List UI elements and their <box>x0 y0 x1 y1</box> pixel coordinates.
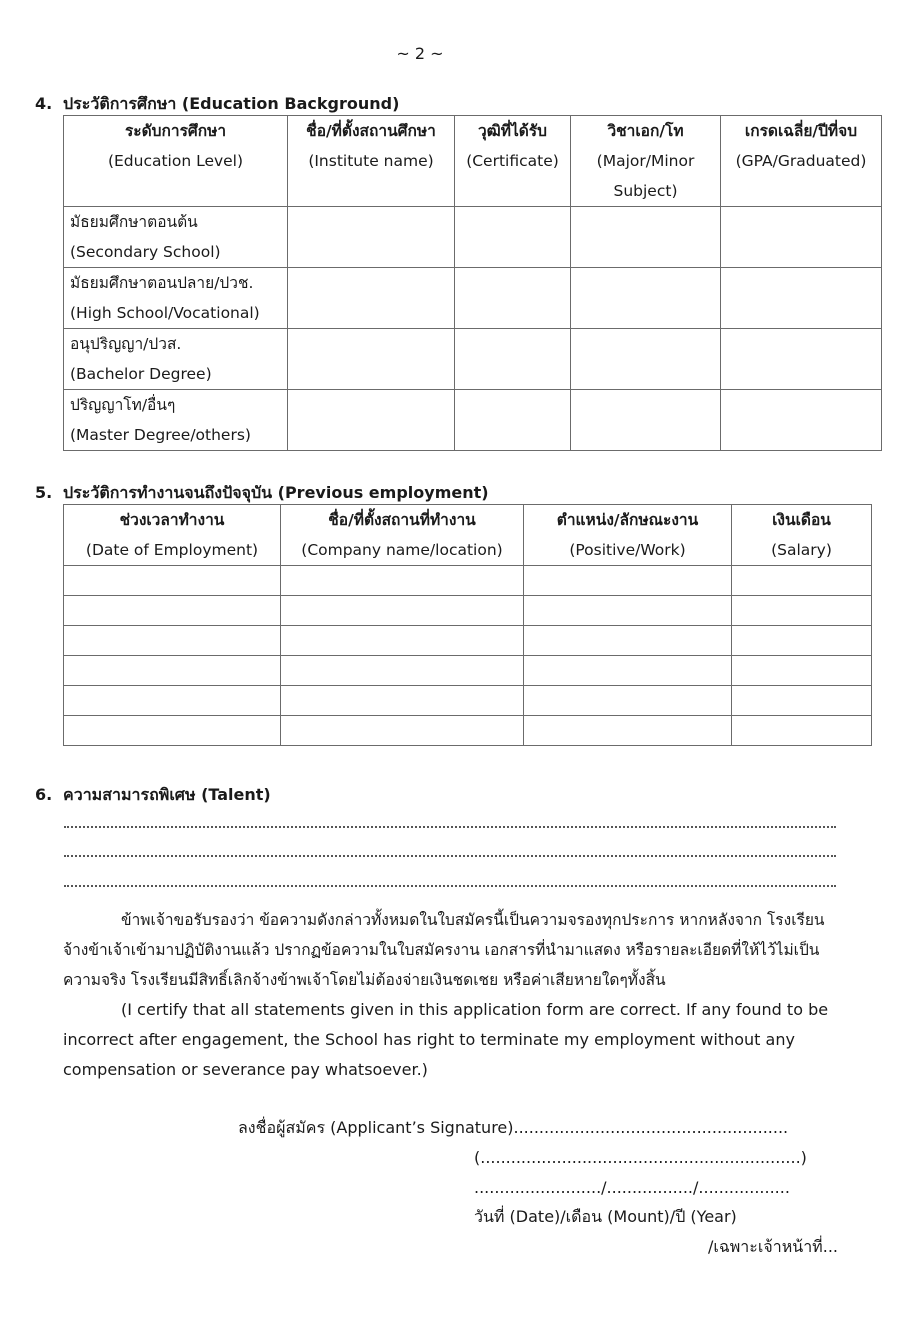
input-cell[interactable] <box>524 626 732 656</box>
input-cell[interactable] <box>721 390 882 451</box>
input-cell[interactable] <box>732 626 872 656</box>
table-row <box>64 390 882 451</box>
input-cell[interactable] <box>64 566 281 596</box>
talent-dotted-line[interactable] <box>64 855 836 859</box>
applicant-signature-line[interactable]: ลงชื่อผู้สมัคร (Applicant’s Signature)...................................................... <box>238 1118 789 1137</box>
table-row <box>64 596 872 626</box>
input-cell[interactable] <box>64 686 281 716</box>
header-salary: เงินเดือน (Salary) <box>732 505 872 566</box>
header-institute-name: ชื่อ/ที่ตั้งสถานศึกษา (Institute name) <box>288 116 455 207</box>
input-cell[interactable] <box>64 626 281 656</box>
education-level-cell: อนุปริญญา/ปวส. (Bachelor Degree) <box>64 329 288 390</box>
table-row <box>64 686 872 716</box>
table-row <box>64 566 872 596</box>
input-cell[interactable] <box>732 656 872 686</box>
education-level-cell: มัธยมศึกษาตอนปลาย/ปวช. (High School/Vocational) <box>64 268 288 329</box>
input-cell[interactable] <box>455 207 571 268</box>
education-level-cell: มัธยมศึกษาตอนต้น (Secondary School) <box>64 207 288 268</box>
employment-table <box>63 504 872 746</box>
certification-english: (I certify that all statements given in this application form are correct. If any found to be incorrect after engagement, the School has right to terminate my employment without any compensation or severance pay whatsoever.) <box>63 1000 829 1079</box>
section-title-text: ประวัติการทำงานจนถึงปัจจุบัน (Previous employment) <box>63 483 489 502</box>
education-table <box>63 115 882 451</box>
employment-header-row <box>64 505 872 566</box>
table-row <box>64 656 872 686</box>
applicant-name-line[interactable]: (...............................................................) <box>474 1148 807 1167</box>
input-cell[interactable] <box>64 596 281 626</box>
input-cell[interactable] <box>571 329 721 390</box>
section-number: 6. <box>35 785 53 804</box>
input-cell[interactable] <box>455 268 571 329</box>
section-number: 5. <box>35 483 53 502</box>
input-cell[interactable] <box>455 390 571 451</box>
input-cell[interactable] <box>732 686 872 716</box>
talent-dotted-line[interactable] <box>64 826 836 830</box>
input-cell[interactable] <box>524 716 732 746</box>
education-header-row <box>64 116 882 207</box>
signature-date-line[interactable]: ........................./................./.................. <box>474 1178 790 1197</box>
input-cell[interactable] <box>281 716 524 746</box>
input-cell[interactable] <box>571 207 721 268</box>
input-cell[interactable] <box>281 656 524 686</box>
input-cell[interactable] <box>732 566 872 596</box>
input-cell[interactable] <box>732 716 872 746</box>
section-number: 4. <box>35 94 53 113</box>
header-major-minor: วิชาเอก/โท (Major/Minor Subject) <box>571 116 721 207</box>
input-cell[interactable] <box>732 596 872 626</box>
input-cell[interactable] <box>288 268 455 329</box>
signature-date-label: วันที่ (Date)/เดือน (Mount)/ปี (Year) <box>474 1207 737 1226</box>
table-row <box>64 626 872 656</box>
certification-thai: ข้าพเจ้าขอรับรองว่า ข้อความดังกล่าวทั้งหมดในใบสมัครนี้เป็นความจรองทุกประการ หากหลังจาก โรงเรียนจ้างข้าเจ้าเข้ามาปฏิบัติงานแล้ว ปรากฏข้อความในใบสมัครงาน เอกสารที่นำมาแสดง หรือรายละเอียดที่ให้ไว้ไม่เป็นความจริง โรงเรียนมีสิทธิ์เลิกจ้างข้าพเจ้าโดยไม่ต้องจ่ายเงินชดเชย หรือค่าเสียหายใดๆทั้งสิ้น <box>63 911 825 989</box>
official-use-note: /เฉพาะเจ้าหน้าที่... <box>708 1237 838 1256</box>
input-cell[interactable] <box>524 596 732 626</box>
input-cell[interactable] <box>571 268 721 329</box>
input-cell[interactable] <box>721 329 882 390</box>
input-cell[interactable] <box>64 656 281 686</box>
table-row <box>64 268 882 329</box>
input-cell[interactable] <box>571 390 721 451</box>
input-cell[interactable] <box>288 329 455 390</box>
header-education-level: ระดับการศึกษา (Education Level) <box>64 116 288 207</box>
table-row <box>64 207 882 268</box>
input-cell[interactable] <box>524 686 732 716</box>
input-cell[interactable] <box>455 329 571 390</box>
section-title-text: ประวัติการศึกษา (Education Background) <box>63 94 400 113</box>
table-row <box>64 716 872 746</box>
header-company-name: ชื่อ/ที่ตั้งสถานที่ทำงาน (Company name/location) <box>281 505 524 566</box>
header-certificate: วุฒิที่ได้รับ (Certificate) <box>455 116 571 207</box>
input-cell[interactable] <box>524 656 732 686</box>
input-cell[interactable] <box>281 596 524 626</box>
talent-dotted-line[interactable] <box>64 885 836 889</box>
section-title-text: ความสามารถพิเศษ (Talent) <box>63 785 271 804</box>
education-section-title <box>35 92 399 117</box>
input-cell[interactable] <box>288 207 455 268</box>
input-cell[interactable] <box>64 716 281 746</box>
header-date-of-employment: ช่วงเวลาทำงาน (Date of Employment) <box>64 505 281 566</box>
input-cell[interactable] <box>524 566 732 596</box>
input-cell[interactable] <box>281 626 524 656</box>
header-gpa-graduated: เกรดเฉลี่ย/ปีที่จบ (GPA/Graduated) <box>721 116 882 207</box>
talent-section-title <box>35 783 271 808</box>
employment-section-title <box>35 481 489 506</box>
input-cell[interactable] <box>281 566 524 596</box>
input-cell[interactable] <box>721 207 882 268</box>
input-cell[interactable] <box>281 686 524 716</box>
input-cell[interactable] <box>721 268 882 329</box>
input-cell[interactable] <box>288 390 455 451</box>
header-position: ตำแหน่ง/ลักษณะงาน (Positive/Work) <box>524 505 732 566</box>
education-level-cell: ปริญญาโท/อื่นๆ (Master Degree/others) <box>64 390 288 451</box>
table-row <box>64 329 882 390</box>
page-number: ~ 2 ~ <box>396 44 444 63</box>
